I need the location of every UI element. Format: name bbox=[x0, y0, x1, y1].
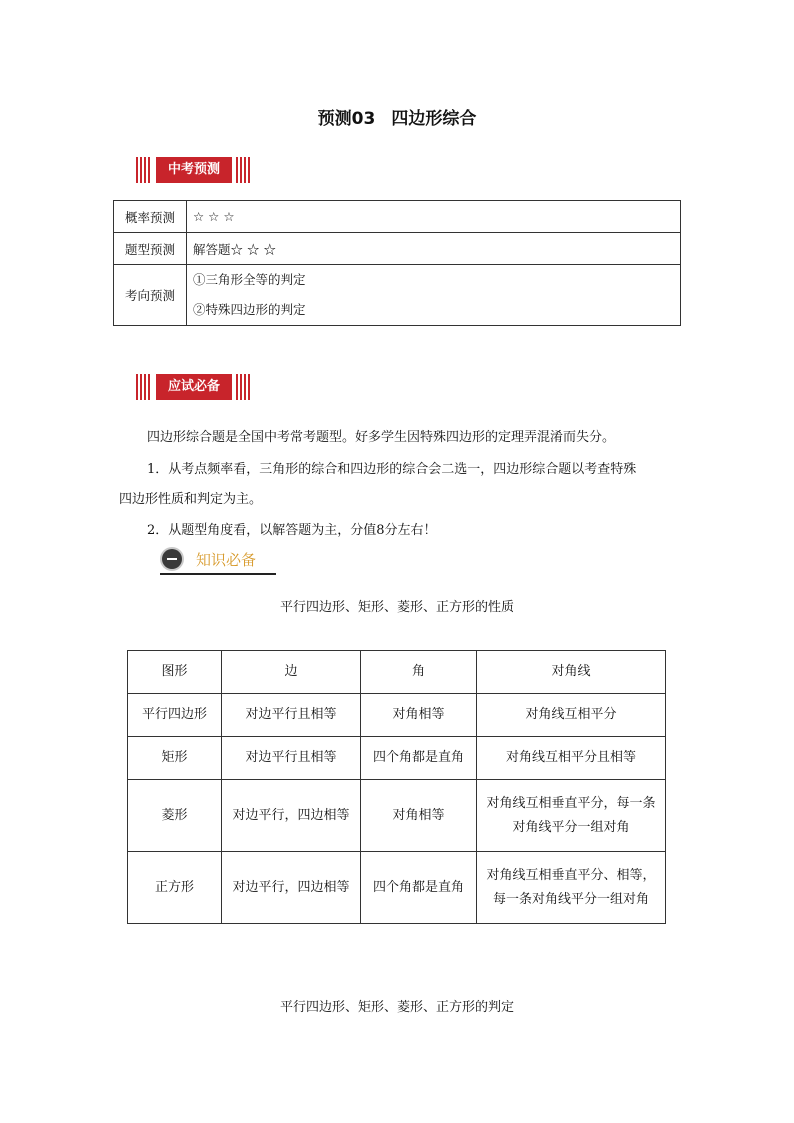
table-cell: 对角线互相平分且相等 bbox=[477, 737, 666, 780]
row-value: ☆ ☆ ☆ bbox=[187, 201, 681, 233]
table-row bbox=[114, 233, 681, 265]
table-cell: 对边平行且相等 bbox=[222, 737, 361, 780]
properties-caption: 平行四边形、矩形、菱形、正方形的性质 bbox=[279, 600, 514, 615]
title-main: 四边形综合 bbox=[391, 109, 477, 129]
table-cell: 平行四边形 bbox=[128, 694, 222, 737]
section-banner-prediction bbox=[136, 157, 252, 183]
table-cell: 对角线互相垂直平分、相等， 每一条对角线平分一组对角 bbox=[477, 852, 666, 924]
table-cell: 四个角都是直角 bbox=[361, 737, 477, 780]
table-row bbox=[114, 265, 681, 326]
table-cell: 对边平行，四边相等 bbox=[222, 852, 361, 924]
properties-table bbox=[127, 650, 666, 924]
banner-label: 应试必备 bbox=[156, 374, 232, 400]
table-cell: 对角相等 bbox=[361, 694, 477, 737]
prediction-table bbox=[113, 200, 681, 326]
paragraph: 2．从题型角度看，以解答题为主，分值8分左右！ bbox=[147, 523, 437, 538]
row-label: 概率预测 bbox=[114, 201, 187, 233]
header-cell: 对角线 bbox=[477, 651, 666, 694]
title-prefix: 预测03 bbox=[317, 109, 376, 129]
paragraph: 1．从考点频率看，三角形的综合和四边形的综合会二选一，四边形综合题以考查特殊 bbox=[147, 462, 637, 477]
table-row bbox=[128, 694, 666, 737]
page-title bbox=[0, 104, 794, 129]
row-label: 题型预测 bbox=[114, 233, 187, 265]
table-cell: 对边平行，四边相等 bbox=[222, 780, 361, 852]
table-cell: 对边平行且相等 bbox=[222, 694, 361, 737]
minus-circle-icon bbox=[162, 549, 182, 569]
table-cell: 对角线互相垂直平分，每一条 对角线平分一组对角 bbox=[477, 780, 666, 852]
header-cell: 边 bbox=[222, 651, 361, 694]
section-banner-prep bbox=[136, 374, 252, 400]
table-cell: 矩形 bbox=[128, 737, 222, 780]
knowledge-heading bbox=[160, 546, 276, 574]
table-row bbox=[128, 780, 666, 852]
row-value: 解答题☆ ☆ ☆ bbox=[187, 233, 681, 265]
table-header-row bbox=[128, 651, 666, 694]
row-value bbox=[187, 265, 681, 326]
table-row bbox=[128, 852, 666, 924]
direction-item: ②特殊四边形的判定 bbox=[193, 302, 306, 317]
table-row bbox=[128, 737, 666, 780]
table-cell: 正方形 bbox=[128, 852, 222, 924]
paragraph: 四边形综合题是全国中考常考题型。好多学生因特殊四边形的定理弄混淆而失分。 bbox=[147, 430, 616, 445]
table-row bbox=[114, 201, 681, 233]
table-cell: 四个角都是直角 bbox=[361, 852, 477, 924]
header-cell: 图形 bbox=[128, 651, 222, 694]
table-cell: 菱形 bbox=[128, 780, 222, 852]
determination-caption: 平行四边形、矩形、菱形、正方形的判定 bbox=[279, 1000, 514, 1015]
table-cell: 对角线互相平分 bbox=[477, 694, 666, 737]
heading-underline bbox=[160, 573, 276, 575]
banner-label: 中考预测 bbox=[156, 157, 232, 183]
direction-item: ①三角形全等的判定 bbox=[193, 272, 306, 287]
paragraph: 四边形性质和判定为主。 bbox=[119, 492, 263, 507]
table-cell: 对角相等 bbox=[361, 780, 477, 852]
row-label: 考向预测 bbox=[114, 265, 187, 326]
knowledge-label: 知识必备 bbox=[196, 551, 257, 569]
header-cell: 角 bbox=[361, 651, 477, 694]
